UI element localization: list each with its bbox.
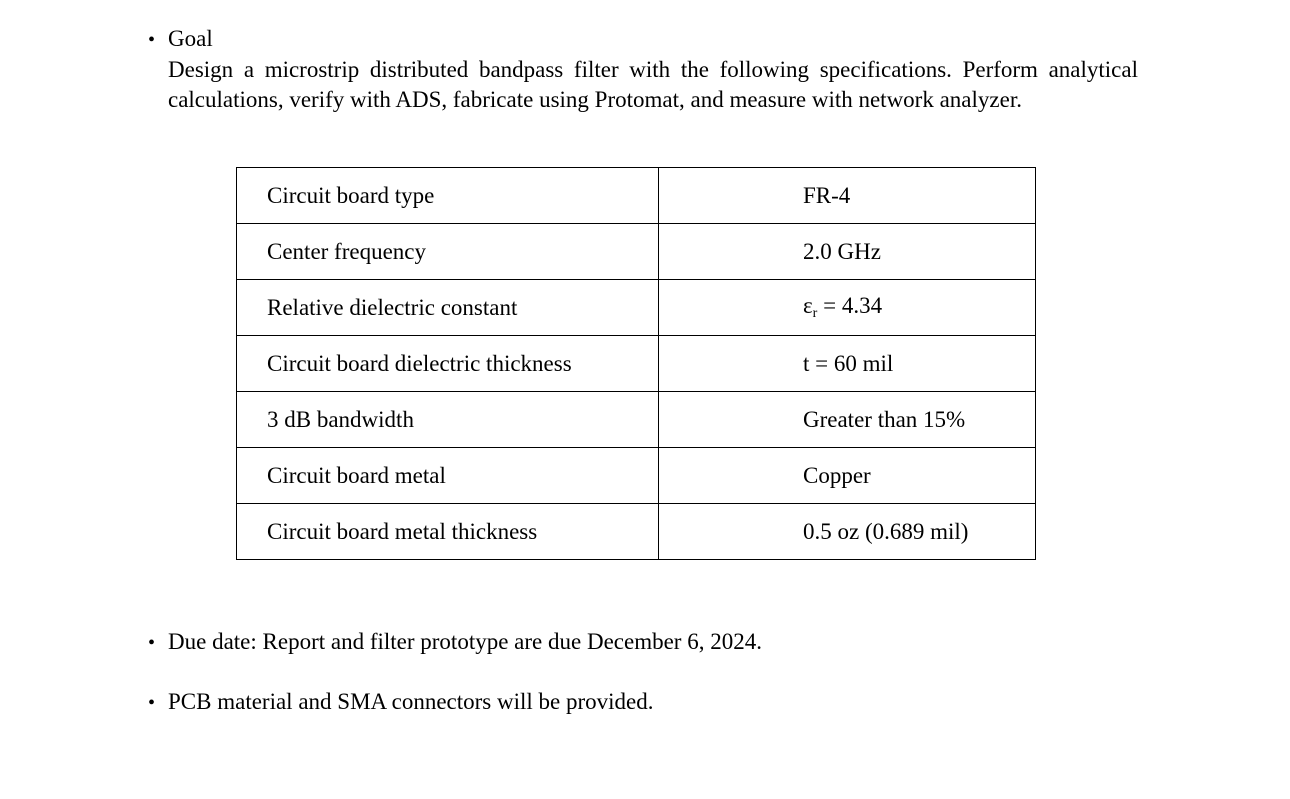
goal-heading: Goal bbox=[168, 26, 213, 51]
goal-heading-line bbox=[148, 24, 1138, 55]
spec-value: Greater than 15% bbox=[659, 392, 1036, 448]
table-row bbox=[237, 448, 1036, 504]
spec-parameter: Circuit board metal bbox=[237, 448, 659, 504]
epsilon-symbol: ε bbox=[803, 293, 813, 318]
spec-parameter: 3 dB bandwidth bbox=[237, 392, 659, 448]
spec-parameter: Relative dielectric constant bbox=[237, 280, 659, 336]
spec-parameter: Center frequency bbox=[237, 224, 659, 280]
table-row bbox=[237, 504, 1036, 560]
table-row bbox=[237, 224, 1036, 280]
spec-value: 0.5 oz (0.689 mil) bbox=[659, 504, 1036, 560]
spec-value: Copper bbox=[659, 448, 1036, 504]
table-row bbox=[237, 392, 1036, 448]
materials-text: PCB material and SMA connectors will be provided. bbox=[168, 689, 654, 714]
spec-value: FR-4 bbox=[659, 168, 1036, 224]
goal-description: Design a microstrip distributed bandpass filter with the following specifications. Perform analytical calculations, verify with ADS, fabricate using Protomat, and measure with network analyzer. bbox=[168, 57, 1138, 112]
spec-parameter: Circuit board type bbox=[237, 168, 659, 224]
table-row bbox=[237, 336, 1036, 392]
spec-parameter: Circuit board dielectric thickness bbox=[237, 336, 659, 392]
bullet-icon: • bbox=[148, 632, 156, 654]
goal-section bbox=[148, 24, 1138, 114]
table-row bbox=[237, 280, 1036, 336]
spec-parameter: Circuit board metal thickness bbox=[237, 504, 659, 560]
epsilon-value: = 4.34 bbox=[817, 293, 883, 318]
spec-value: t = 60 mil bbox=[659, 336, 1036, 392]
table-row bbox=[237, 168, 1036, 224]
spec-table bbox=[236, 167, 1036, 560]
bullet-icon: • bbox=[148, 29, 156, 51]
spec-value bbox=[659, 280, 1036, 336]
materials-note bbox=[148, 687, 653, 718]
due-date-text: Due date: Report and filter prototype are due December 6, 2024. bbox=[168, 629, 762, 654]
spec-value: 2.0 GHz bbox=[659, 224, 1036, 280]
due-date-note bbox=[148, 627, 762, 658]
bullet-icon: • bbox=[148, 692, 156, 714]
epsilon-subscript: r bbox=[812, 306, 818, 321]
